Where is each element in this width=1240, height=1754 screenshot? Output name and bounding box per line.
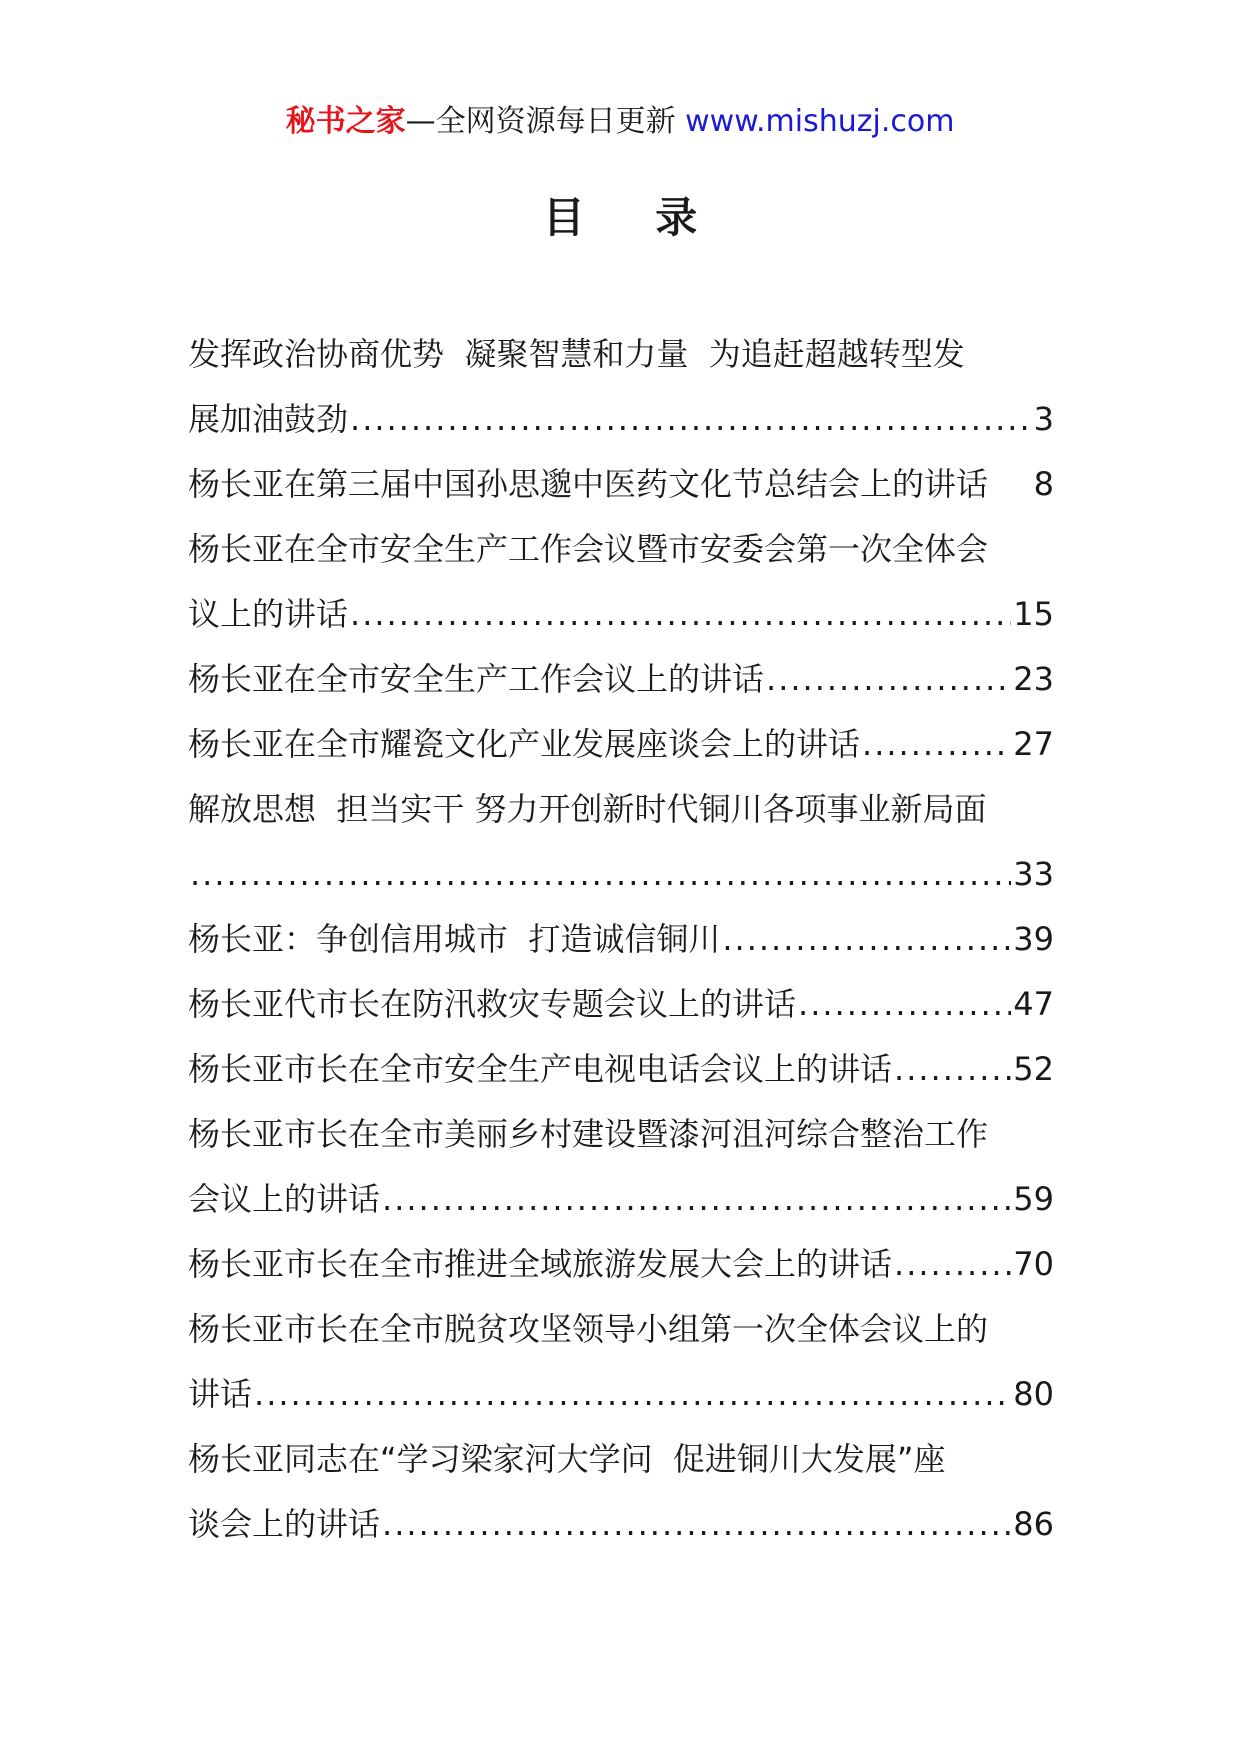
toc-entry-title: 杨长亚市长在全市脱贫攻坚领导小组第一次全体会议上的 (188, 1310, 989, 1348)
toc-entry-title-cont: 会议上的讲话 (188, 1180, 381, 1218)
toc-entry-title-cont: 议上的讲话 (188, 595, 349, 633)
toc-entry-title-cont: 展加油鼓劲 (188, 400, 349, 438)
toc-entry-title-cont: 谈会上的讲话 (188, 1505, 381, 1543)
toc-entry-page: 86 (1013, 1505, 1054, 1543)
dot-leader (862, 712, 1011, 777)
toc-entry[interactable] (188, 322, 1054, 452)
toc-entry-page: 59 (1013, 1180, 1054, 1218)
toc-entry[interactable] (188, 712, 1054, 777)
toc-entry-page: 3 (1033, 400, 1054, 438)
toc-entry[interactable] (188, 777, 1054, 907)
dot-leader (894, 1037, 1011, 1102)
site-url-link[interactable]: www.mishuzj.com (685, 104, 955, 139)
toc-entry-page: 52 (1013, 1050, 1054, 1088)
toc-entry-title: 杨长亚在全市耀瓷文化产业发展座谈会上的讲话 (188, 725, 861, 763)
toc-entry-title: 发挥政治协商优势 凝聚智慧和力量 为追赶超越转型发 (188, 335, 965, 373)
dot-leader (894, 1232, 1011, 1297)
toc-entry-page: 47 (1013, 985, 1054, 1023)
dot-leader (722, 907, 1011, 972)
toc-entry-page: 15 (1013, 595, 1054, 633)
toc-entry[interactable] (188, 1102, 1054, 1232)
toc-entry-title: 杨长亚在全市安全生产工作会议上的讲话 (188, 660, 765, 698)
toc-entry[interactable] (188, 907, 1054, 972)
site-slogan: —全网资源每日更新 (405, 104, 686, 139)
dot-leader (350, 387, 1032, 452)
page-title: 目 录 (542, 193, 726, 242)
dot-leader (382, 1492, 1011, 1557)
toc-entry[interactable] (188, 972, 1054, 1037)
toc-entry-page: 39 (1013, 920, 1054, 958)
dot-leader (798, 972, 1011, 1037)
site-brand: 秘书之家 (285, 104, 406, 139)
dot-leader (382, 1167, 1011, 1232)
toc-entry[interactable] (188, 452, 1054, 517)
toc-entry[interactable] (188, 517, 1054, 647)
toc-entry-page: 33 (1013, 855, 1054, 893)
toc-entry[interactable] (188, 1037, 1054, 1102)
toc-entry-page: 27 (1013, 725, 1054, 763)
toc-entry-title: 杨长亚市长在全市安全生产电视电话会议上的讲话 (188, 1050, 893, 1088)
toc-entry-page: 8 (1033, 465, 1054, 503)
dot-leader (350, 582, 1011, 647)
toc-entry-title: 解放思想 担当实干 努力开创新时代铜川各项事业新局面 (188, 790, 987, 828)
toc-entry-title: 杨长亚：争创信用城市 打造诚信铜川 (188, 920, 721, 958)
toc-entry-page: 70 (1013, 1245, 1054, 1283)
toc-entry-page: 80 (1013, 1375, 1054, 1413)
site-banner (0, 102, 1240, 142)
toc-entry-title-cont: 讲话 (188, 1375, 253, 1413)
toc-entry[interactable] (188, 1232, 1054, 1297)
toc-entry[interactable] (188, 1427, 1054, 1557)
toc-entry-title: 杨长亚代市长在防汛救灾专题会议上的讲话 (188, 985, 797, 1023)
table-of-contents (188, 322, 1054, 1557)
toc-entry-title: 杨长亚市长在全市美丽乡村建设暨漆河沮河综合整治工作 (188, 1115, 989, 1153)
toc-entry[interactable] (188, 1297, 1054, 1427)
toc-entry-title: 杨长亚同志在“学习梁家河大学问 促进铜川大发展”座 (188, 1440, 946, 1478)
toc-entry[interactable] (188, 647, 1054, 712)
dot-leader (190, 842, 1011, 907)
toc-entry-title: 杨长亚在第三届中国孙思邈中医药文化节总结会上的讲话 (188, 465, 989, 503)
dot-leader (254, 1362, 1011, 1427)
toc-entry-title: 杨长亚市长在全市推进全域旅游发展大会上的讲话 (188, 1245, 893, 1283)
toc-entry-title: 杨长亚在全市安全生产工作会议暨市安委会第一次全体会 (188, 530, 989, 568)
toc-entry-page: 23 (1013, 660, 1054, 698)
dot-leader (766, 647, 1011, 712)
